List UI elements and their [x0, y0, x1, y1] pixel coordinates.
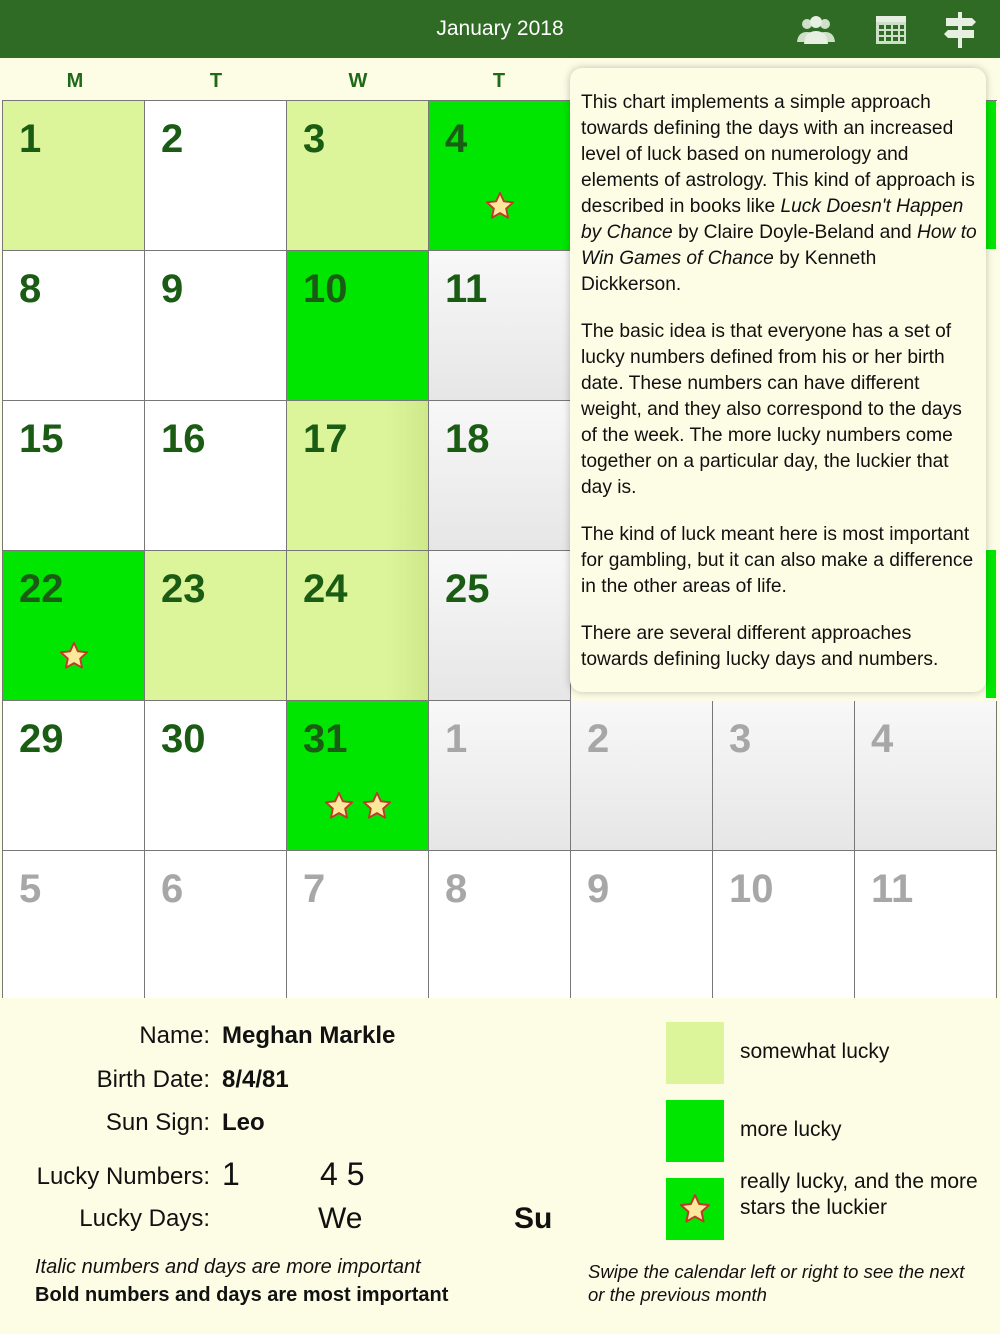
day-cell[interactable]: [429, 251, 571, 401]
day-cell[interactable]: [287, 701, 429, 851]
day-number: 17: [303, 417, 348, 461]
lucky-numbers-label: Lucky Numbers:: [36, 1163, 210, 1190]
day-cell[interactable]: [429, 551, 571, 701]
day-number: 5: [19, 867, 42, 911]
day-number: 9: [161, 267, 184, 311]
legend-swatch-really: [666, 1178, 724, 1240]
stars: [3, 641, 144, 676]
day-number: 25: [445, 567, 490, 611]
day-number: 16: [161, 417, 206, 461]
star-icon: [324, 791, 354, 821]
day-cell[interactable]: [3, 101, 145, 251]
day-cell[interactable]: [855, 851, 997, 999]
lucky-day: Su: [514, 1202, 553, 1235]
name-value: Meghan Markle: [222, 1022, 396, 1049]
day-cell[interactable]: [429, 101, 571, 251]
day-cell[interactable]: [3, 401, 145, 551]
day-number: 3: [729, 717, 752, 761]
day-number: 10: [729, 867, 774, 911]
day-cell[interactable]: [145, 401, 287, 551]
day-cell[interactable]: [713, 701, 855, 851]
day-cell[interactable]: [713, 851, 855, 999]
sun-sign-value: Leo: [222, 1109, 265, 1136]
day-number: 18: [445, 417, 490, 461]
day-cell[interactable]: [287, 251, 429, 401]
star-icon: [59, 641, 89, 671]
day-number: 24: [303, 567, 348, 611]
popover-paragraph: The kind of luck meant here is most important for gambling, but it can also make a difference in the other areas of life.: [581, 524, 974, 597]
day-cell[interactable]: [145, 851, 287, 999]
popover-text: [581, 90, 979, 692]
day-number: 2: [161, 117, 184, 161]
day-number: 8: [19, 267, 42, 311]
legend-label-really: really lucky, and the more stars the luckier: [740, 1170, 978, 1219]
popover-paragraph: There are several different approaches towards defining lucky days and numbers.: [581, 623, 939, 670]
day-number: 11: [445, 267, 488, 311]
day-number: 9: [587, 867, 610, 911]
day-cell[interactable]: [145, 101, 287, 251]
day-number: 4: [871, 717, 894, 761]
star-icon: [362, 791, 392, 821]
swipe-hint: Swipe the calendar left or right to see the next or the previous month: [588, 1261, 965, 1305]
day-cell[interactable]: [571, 701, 713, 851]
day-cell[interactable]: [429, 851, 571, 999]
weekday-label: T: [209, 70, 223, 92]
day-number: 29: [19, 717, 64, 761]
legend-swatch-more: [666, 1100, 724, 1162]
month-title: January 2018: [436, 17, 564, 40]
day-number: 15: [19, 417, 64, 461]
day-cell[interactable]: [3, 701, 145, 851]
day-number: 8: [445, 867, 468, 911]
day-cell[interactable]: [3, 251, 145, 401]
day-cell[interactable]: [855, 701, 997, 851]
day-cell[interactable]: [3, 851, 145, 999]
weekday-label: T: [492, 70, 506, 92]
day-cell[interactable]: [3, 551, 145, 701]
day-number: 1: [445, 717, 468, 761]
day-cell[interactable]: [429, 701, 571, 851]
weekday-label: W: [348, 70, 368, 92]
birth-date-label: Birth Date:: [96, 1066, 210, 1093]
birth-date-value: 8/4/81: [222, 1066, 289, 1093]
lucky-number: 4 5: [320, 1156, 365, 1192]
day-number: 3: [303, 117, 326, 161]
nav-bar: [0, 0, 1000, 58]
star-icon: [485, 191, 515, 221]
day-cell[interactable]: [145, 551, 287, 701]
popover-paragraph: This chart implements a simple approach towards defining the days with an increased level of luck based on numerology and elements of astrology. This kind of approach is described in books like Luck Doesn't Happen by Chance by Claire Doyle-Beland and How to Win Games of Chance by Kenneth Dickkerson.: [581, 92, 977, 295]
day-cell[interactable]: [571, 851, 713, 999]
day-number: 10: [303, 267, 348, 311]
weekday-label: M: [66, 70, 84, 92]
calendar-icon[interactable]: [869, 10, 913, 50]
day-number: 2: [587, 717, 610, 761]
bold-note: Bold numbers and days are most important: [35, 1284, 449, 1306]
stars: [429, 191, 570, 226]
people-icon[interactable]: [794, 10, 838, 50]
day-number: 23: [161, 567, 206, 611]
stars: [287, 791, 428, 826]
italic-note: Italic numbers and days are more important: [35, 1256, 421, 1278]
profile-panel: [0, 998, 1000, 1334]
day-cell[interactable]: [145, 251, 287, 401]
day-cell[interactable]: [429, 401, 571, 551]
book-title: How to Win Games of Chance: [581, 222, 977, 269]
day-number: 1: [19, 117, 42, 161]
day-number: 30: [161, 717, 206, 761]
day-number: 31: [303, 717, 348, 761]
day-cell[interactable]: [287, 401, 429, 551]
day-cell[interactable]: [145, 701, 287, 851]
day-cell-edge: [986, 550, 996, 698]
name-label: Name:: [139, 1022, 210, 1049]
popover-paragraph: The basic idea is that everyone has a set of lucky numbers defined from his or her birth date. These numbers can have different weight, and they also correspond to the days of the week. The more lucky numbers come together on a particular day, the luckier that day is.: [581, 321, 962, 498]
star-icon: [679, 1193, 711, 1225]
lucky-days-label: Lucky Days:: [79, 1205, 210, 1232]
day-cell[interactable]: [287, 851, 429, 999]
lucky-number: 1: [222, 1156, 240, 1192]
day-number: 6: [161, 867, 184, 911]
book-title: Luck Doesn't Happen by Chance: [581, 196, 964, 243]
day-cell[interactable]: [287, 101, 429, 251]
legend-label-somewhat: somewhat lucky: [740, 1040, 890, 1063]
info-popover[interactable]: [570, 68, 986, 692]
day-number: 11: [871, 867, 914, 911]
lucky-day: We: [318, 1202, 363, 1235]
day-cell[interactable]: [287, 551, 429, 701]
day-number: 7: [303, 867, 326, 911]
day-cell-edge: [986, 101, 996, 249]
day-number: 22: [19, 567, 64, 611]
signpost-icon[interactable]: [938, 10, 982, 50]
legend-label-more: more lucky: [740, 1118, 842, 1141]
legend-swatch-somewhat: [666, 1022, 724, 1084]
sun-sign-label: Sun Sign:: [105, 1109, 210, 1136]
day-number: 4: [445, 117, 468, 161]
